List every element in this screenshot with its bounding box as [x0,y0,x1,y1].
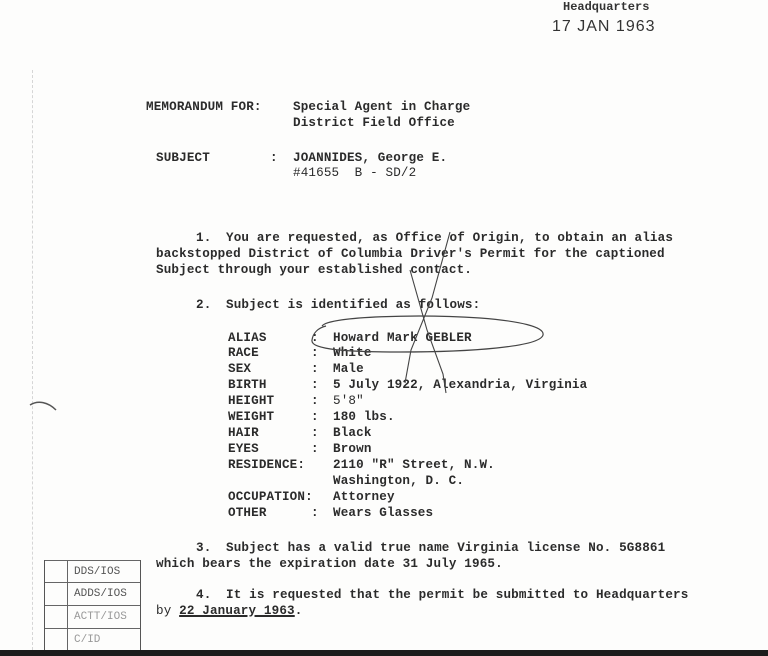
bottom-border [0,650,768,656]
memo-for-line2: District Field Office [293,116,455,130]
id-label-birth: BIRTH [228,378,267,392]
id-sep-sex: : [311,362,319,376]
paragraph-3-line2: which bears the expiration date 31 July 1965. [156,557,503,571]
alias-circle-mark [312,316,543,352]
id-value-weight: 180 lbs. [333,410,395,424]
id-label-sex: SEX [228,362,252,376]
id-label-eyes: EYES [228,442,259,456]
subject-label: SUBJECT [156,151,210,165]
memo-for-line1: Special Agent in Charge [293,100,471,114]
paragraph-3-line1: Subject has a valid true name Virginia license No. 5G8861 [226,541,666,555]
id-sep-race: : [311,346,319,360]
id-label-height: HEIGHT [228,394,275,408]
id-label-hair: HAIR [228,426,259,440]
paragraph-4-line1: It is requested that the permit be submitted to Headquarters [226,588,689,602]
memo-for-label: MEMORANDUM FOR: [146,100,262,114]
paragraph-4-prefix: by [156,604,180,618]
margin-bracket-mark [30,402,56,410]
paragraph-3-number: 3. [196,541,212,555]
id-value-other: Wears Glasses [333,506,434,520]
id-label-alias: ALIAS [228,331,267,345]
paragraph-1-line3: Subject through your established contact. [156,263,473,277]
paragraph-1-line2: backstopped District of Columbia Driver's Permit for the captioned [156,247,665,261]
paragraph-4-due-date: 22 January 1963 [179,604,295,618]
id-value-sex: Male [333,362,364,376]
id-label-other: OTHER [228,506,267,520]
paragraph-1-line1: You are requested, as Office of Origin, to obtain an alias [226,231,674,245]
paragraph-4-number: 4. [196,588,212,602]
subject-file-number: #41655 B - SD/2 [293,166,417,180]
subject-separator: : [270,151,278,165]
routing-office: C/ID [67,629,100,651]
id-value-eyes: Brown [333,442,372,456]
id-sep-birth: : [311,378,319,392]
routing-office: ADDS/IOS [67,583,127,605]
id-value-alias: Howard Mark GEBLER [333,331,472,345]
subject-name: JOANNIDES, George E. [293,151,448,165]
id-sep-height: : [311,394,319,408]
id-value-occupation: Attorney [333,490,395,504]
id-value-height: 5'8" [333,394,364,408]
id-sep-other: : [311,506,319,520]
routing-office: DDS/IOS [67,561,120,583]
id-value-birth: 5 July 1922, Alexandria, Virginia [333,378,588,392]
paragraph-4-suffix: . [294,604,303,618]
id-value-residence-1: 2110 "R" Street, N.W. [333,458,495,472]
id-sep-weight: : [311,410,319,424]
id-value-race: White [333,346,372,360]
date-stamp: 17 JAN 1963 [552,18,656,35]
id-label-race: RACE [228,346,259,360]
id-value-hair: Black [333,426,372,440]
id-label-residence: RESIDENCE: [228,458,306,472]
cross-mark [405,232,450,393]
id-value-residence-2: Washington, D. C. [333,474,465,488]
paragraph-2-text: Subject is identified as follows: [226,298,481,312]
id-sep-alias: : [311,331,319,345]
id-label-weight: WEIGHT [228,410,275,424]
paragraph-2-number: 2. [196,298,212,312]
paragraph-1-number: 1. [196,231,212,245]
routing-office: ACTT/IOS [67,606,127,628]
id-label-occupation: OCCUPATION: [228,490,313,504]
id-sep-hair: : [311,426,319,440]
id-sep-eyes: : [311,442,319,456]
office-heading: Headquarters [563,0,650,14]
